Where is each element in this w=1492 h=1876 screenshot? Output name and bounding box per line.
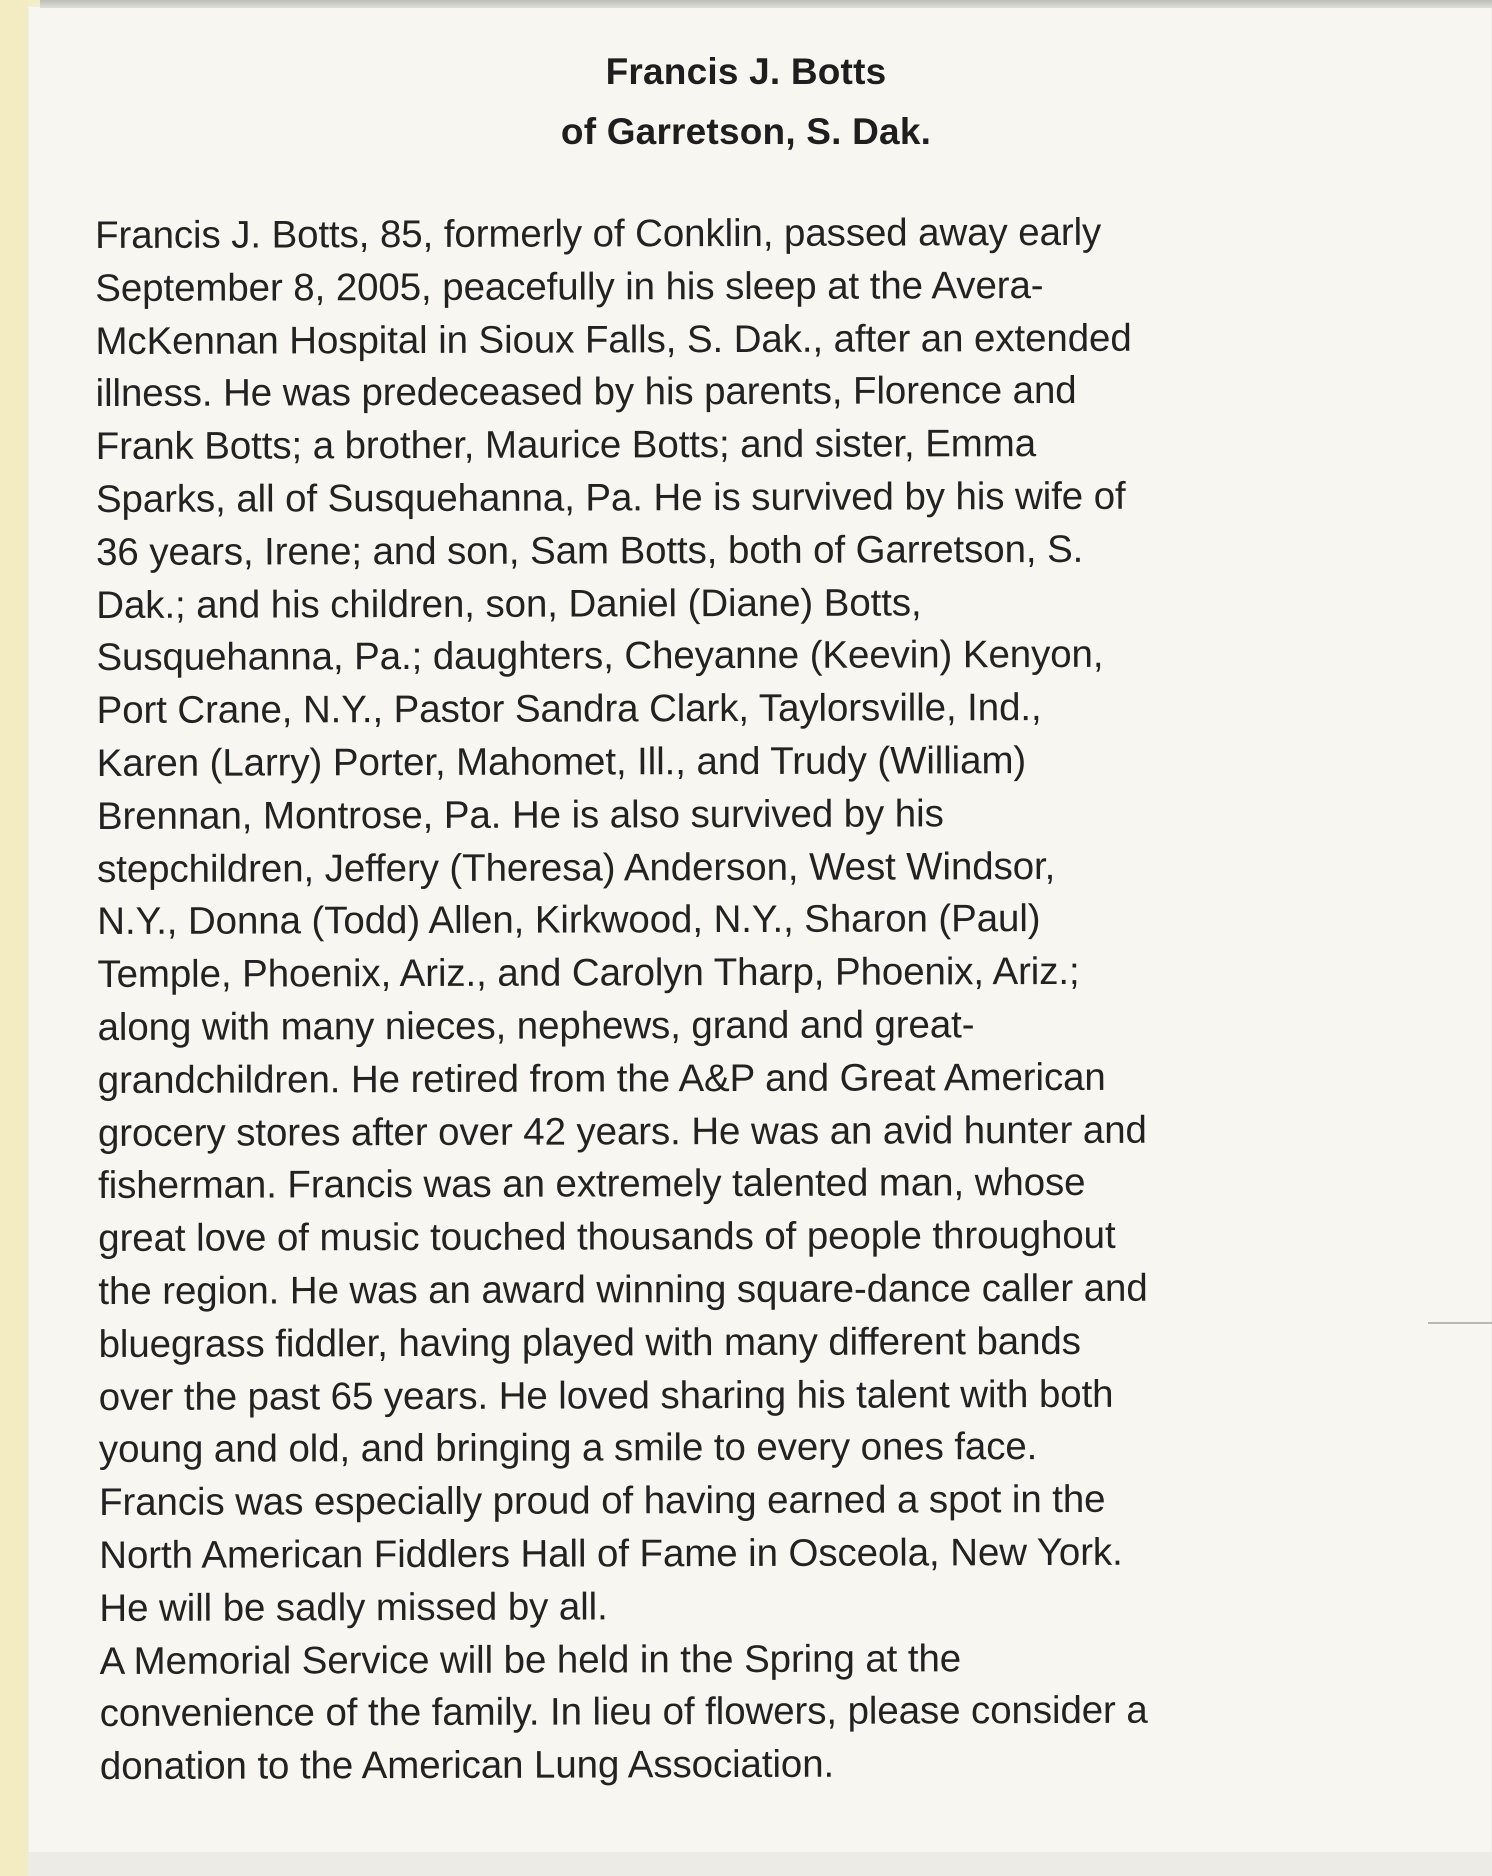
obituary-line: fisherman. Francis was an extremely talented man, whose [97,1161,1086,1208]
obituary-line: Brennan, Montrose, Pa. He is also survived by his [96,792,944,838]
obituary-line: Karen (Larry) Porter, Mahomet, Ill., and Trudy (William) [96,739,1027,785]
obituary-line: great love of music touched thousands of people throughout [98,1213,1116,1261]
obituary-line: McKennan Hospital in Sioux Falls, S. Dak., after an extended [95,316,1132,363]
obituary-line: Frank Botts; a brother, Maurice Botts; and sister, Emma [95,422,1037,469]
obituary-line: young and old, and bringing a smile to every ones face. [98,1425,1038,1472]
obituary-location-heading: of Garretson, S. Dak. [560,111,932,152]
obituary-line: donation to the American Lung Association. [99,1742,835,1789]
background-paper [0,0,28,1876]
tear-mark [1428,1322,1492,1324]
obituary-line: stepchildren, Jeffery (Theresa) Anderson, West Windsor, [97,844,1056,891]
obituary-line: the region. He was an award winning square-dance caller and [98,1266,1148,1313]
obituary-line: convenience of the family. In lieu of flowers, please consider a [99,1689,1148,1736]
obituary-line: North American Fiddlers Hall of Fame in Osceola, New York. [99,1530,1123,1577]
obituary-line: grocery stores after over 42 years. He was an avid hunter and [97,1108,1147,1155]
obituary-line: N.Y., Donna (Todd) Allen, Kirkwood, N.Y., Sharon (Paul) [97,897,1041,944]
obituary-line: A Memorial Service will be held in the Spring at the [99,1636,962,1683]
obituary-line: illness. He was predeceased by his parents, Florence and [95,369,1077,416]
obituary-line: Port Crane, N.Y., Pastor Sandra Clark, Taylorsville, Ind., [96,686,1042,733]
obituary-line: Susquehanna, Pa.; daughters, Cheyanne (Keevin) Kenyon, [96,633,1104,680]
obituary-line: grandchildren. He retired from the A&P and Great American [97,1055,1106,1102]
obituary-line: Temple, Phoenix, Ariz., and Carolyn Tharp, Phoenix, Ariz.; [97,950,1080,997]
obituary-body [95,206,1435,1794]
obituary-line: Sparks, all of Susquehanna, Pa. He is survived by his wife of [95,474,1126,521]
obituary-line: along with many nieces, nephews, grand and great- [97,1003,975,1049]
obituary-line: 36 years, Irene; and son, Sam Botts, both of Garretson, S. [96,527,1084,574]
obituary-header [0,42,1492,162]
clipping-bottom-edge [28,1852,1492,1876]
obituary-name-heading: Francis J. Botts [605,51,887,92]
clipping-top-edge [40,0,1492,8]
obituary-line: Francis J. Botts, 85, formerly of Conklin, passed away early [95,210,1102,257]
obituary-line: September 8, 2005, peacefully in his sleep at the Avera- [95,263,1044,310]
obituary-line: over the past 65 years. He loved sharing his talent with both [98,1372,1114,1419]
obituary-line: Francis was especially proud of having earned a spot in the [98,1477,1106,1525]
obituary-line: He will be sadly missed by all. [99,1585,608,1630]
obituary-line: Dak.; and his children, son, Daniel (Diane) Botts, [96,580,922,627]
obituary-line: bluegrass fiddler, having played with many different bands [98,1319,1081,1366]
